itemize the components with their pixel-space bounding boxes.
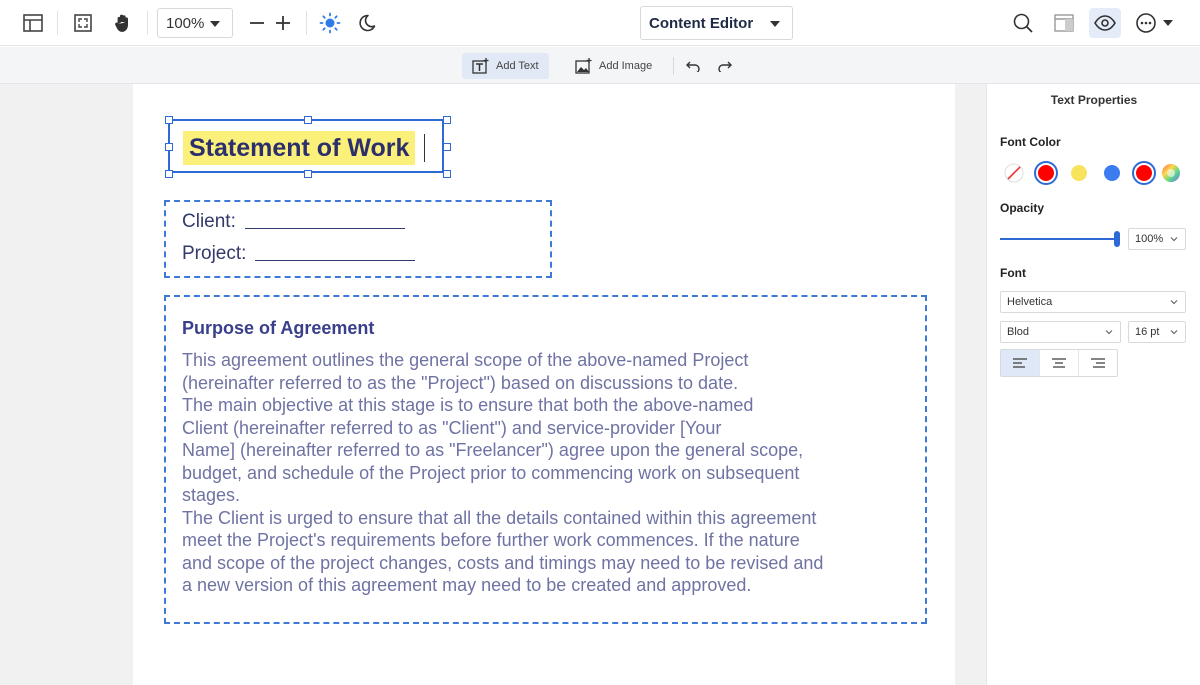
add-text-label: Add Text <box>496 60 539 72</box>
fit-screen-icon[interactable] <box>67 8 99 38</box>
resize-handle[interactable] <box>443 143 451 151</box>
opacity-label: Opacity <box>1000 201 1045 215</box>
purpose-line: Name] (hereinafter referred to as "Freelancer") agree upon the general scope, <box>182 440 804 460</box>
toolbar-divider <box>673 57 674 75</box>
project-label: Project: <box>182 243 247 264</box>
align-left-icon <box>1013 358 1027 368</box>
swatch-dot <box>1104 165 1120 181</box>
editor-mode-label: Content Editor <box>649 14 754 32</box>
add-text-button[interactable] <box>462 53 549 79</box>
align-right-icon <box>1091 358 1105 368</box>
purpose-line: Client (hereinafter referred to as "Client") and service-provider [Your <box>182 417 722 438</box>
add-image-label: Add Image <box>599 60 653 72</box>
resize-handle[interactable] <box>443 116 451 124</box>
chevron-down-icon <box>210 21 220 27</box>
color-picker-icon[interactable] <box>1159 161 1183 185</box>
opacity-value: 100% <box>1135 233 1164 245</box>
toolbar-divider <box>57 11 58 35</box>
redo-icon[interactable] <box>714 55 736 77</box>
align-right-button[interactable] <box>1078 350 1117 376</box>
purpose-line: This agreement outlines the general scope of the above-named Project <box>182 350 749 370</box>
resize-handle[interactable] <box>443 170 451 178</box>
client-label: Client: <box>182 211 236 232</box>
purpose-line: (hereinafter referred to as the "Project") based on discussions to date. <box>182 372 739 393</box>
toolbar-divider <box>147 11 148 35</box>
purpose-line: The Client is urged to ensure that all the details contained within this agreement <box>182 507 817 528</box>
document-canvas <box>0 84 986 685</box>
color-swatch-custom-red[interactable] <box>1132 161 1156 185</box>
panel-title: Text Properties <box>1050 93 1138 107</box>
chevron-down-icon <box>1170 328 1178 336</box>
font-family-value: Helvetica <box>1007 296 1053 308</box>
add-image-icon <box>575 58 593 74</box>
color-swatch-yellow[interactable] <box>1067 161 1091 185</box>
toolbar-divider <box>306 11 307 35</box>
undo-icon[interactable] <box>682 55 704 77</box>
chevron-down-icon[interactable] <box>1158 8 1178 38</box>
purpose-line: and scope of the project changes, costs and timings may need to be revised and <box>182 552 824 573</box>
resize-handle[interactable] <box>304 116 312 124</box>
search-icon[interactable] <box>1007 8 1039 38</box>
add-image-button[interactable] <box>565 53 662 79</box>
no-color-icon <box>1002 161 1026 185</box>
font-size-value: 16 pt <box>1135 326 1160 338</box>
align-center-button[interactable] <box>1039 350 1078 376</box>
font-color-label: Font Color <box>1000 135 1061 149</box>
light-mode-icon[interactable] <box>314 8 346 38</box>
resize-handle[interactable] <box>165 143 173 151</box>
title-text-box[interactable] <box>168 119 444 173</box>
document-title[interactable]: Statement of Work <box>183 131 415 165</box>
document-page <box>133 84 955 685</box>
font-family-select[interactable] <box>1000 291 1186 313</box>
resize-handle[interactable] <box>165 116 173 124</box>
dark-mode-icon[interactable] <box>351 8 383 38</box>
text-properties-panel <box>986 84 1200 685</box>
color-swatch-blue[interactable] <box>1100 161 1124 185</box>
purpose-line: a new version of this agreement may need to be created and approved. <box>182 575 752 595</box>
no-color-swatch[interactable] <box>1002 161 1026 185</box>
chevron-down-icon <box>1170 235 1178 243</box>
opacity-slider-track[interactable] <box>1000 238 1118 240</box>
text-cursor <box>424 134 425 162</box>
swatch-dot <box>1071 165 1087 181</box>
panel-layout-icon[interactable] <box>1048 8 1080 38</box>
client-project-text-box[interactable] <box>164 200 552 278</box>
font-weight-value: Blod <box>1007 326 1030 338</box>
swatch-dot <box>1136 165 1152 181</box>
purpose-line: stages. <box>182 485 241 505</box>
hand-icon[interactable] <box>107 8 139 38</box>
edit-toolbar <box>0 47 1200 84</box>
zoom-in-icon[interactable] <box>267 8 299 38</box>
opacity-slider-thumb[interactable] <box>1114 231 1120 247</box>
align-center-icon <box>1052 358 1066 368</box>
zoom-value: 100% <box>166 14 205 32</box>
editor-mode-select[interactable] <box>640 6 793 40</box>
client-field[interactable] <box>182 211 405 233</box>
opacity-select[interactable] <box>1128 228 1186 250</box>
purpose-line: The main objective at this stage is to ensure that both the above-named <box>182 395 754 415</box>
purpose-text-box[interactable] <box>164 295 927 624</box>
preview-eye-icon[interactable] <box>1089 8 1121 38</box>
purpose-line: meet the Project's requirements before further work commences. If the nature <box>182 530 800 550</box>
resize-handle[interactable] <box>165 170 173 178</box>
color-swatch-red[interactable] <box>1034 161 1058 185</box>
purpose-body[interactable] <box>182 349 912 597</box>
align-left-button[interactable] <box>1001 350 1039 376</box>
purpose-heading[interactable]: Purpose of Agreement <box>182 318 375 338</box>
chevron-down-icon <box>1170 298 1178 306</box>
add-text-icon <box>472 58 490 74</box>
zoom-select[interactable] <box>157 8 233 38</box>
top-toolbar <box>0 0 1200 46</box>
swatch-dot <box>1038 165 1054 181</box>
project-blank-line <box>255 260 415 261</box>
project-field[interactable] <box>182 243 415 265</box>
client-blank-line <box>245 228 405 229</box>
font-weight-select[interactable] <box>1000 321 1121 343</box>
purpose-line: budget, and schedule of the Project prior to commencing work on subsequent <box>182 462 800 483</box>
chevron-down-icon <box>770 21 780 27</box>
resize-handle[interactable] <box>304 170 312 178</box>
font-size-select[interactable] <box>1128 321 1186 343</box>
text-align-group <box>1000 349 1118 377</box>
font-label: Font <box>1000 266 1026 280</box>
layout-icon[interactable] <box>17 8 49 38</box>
chevron-down-icon <box>1105 328 1113 336</box>
